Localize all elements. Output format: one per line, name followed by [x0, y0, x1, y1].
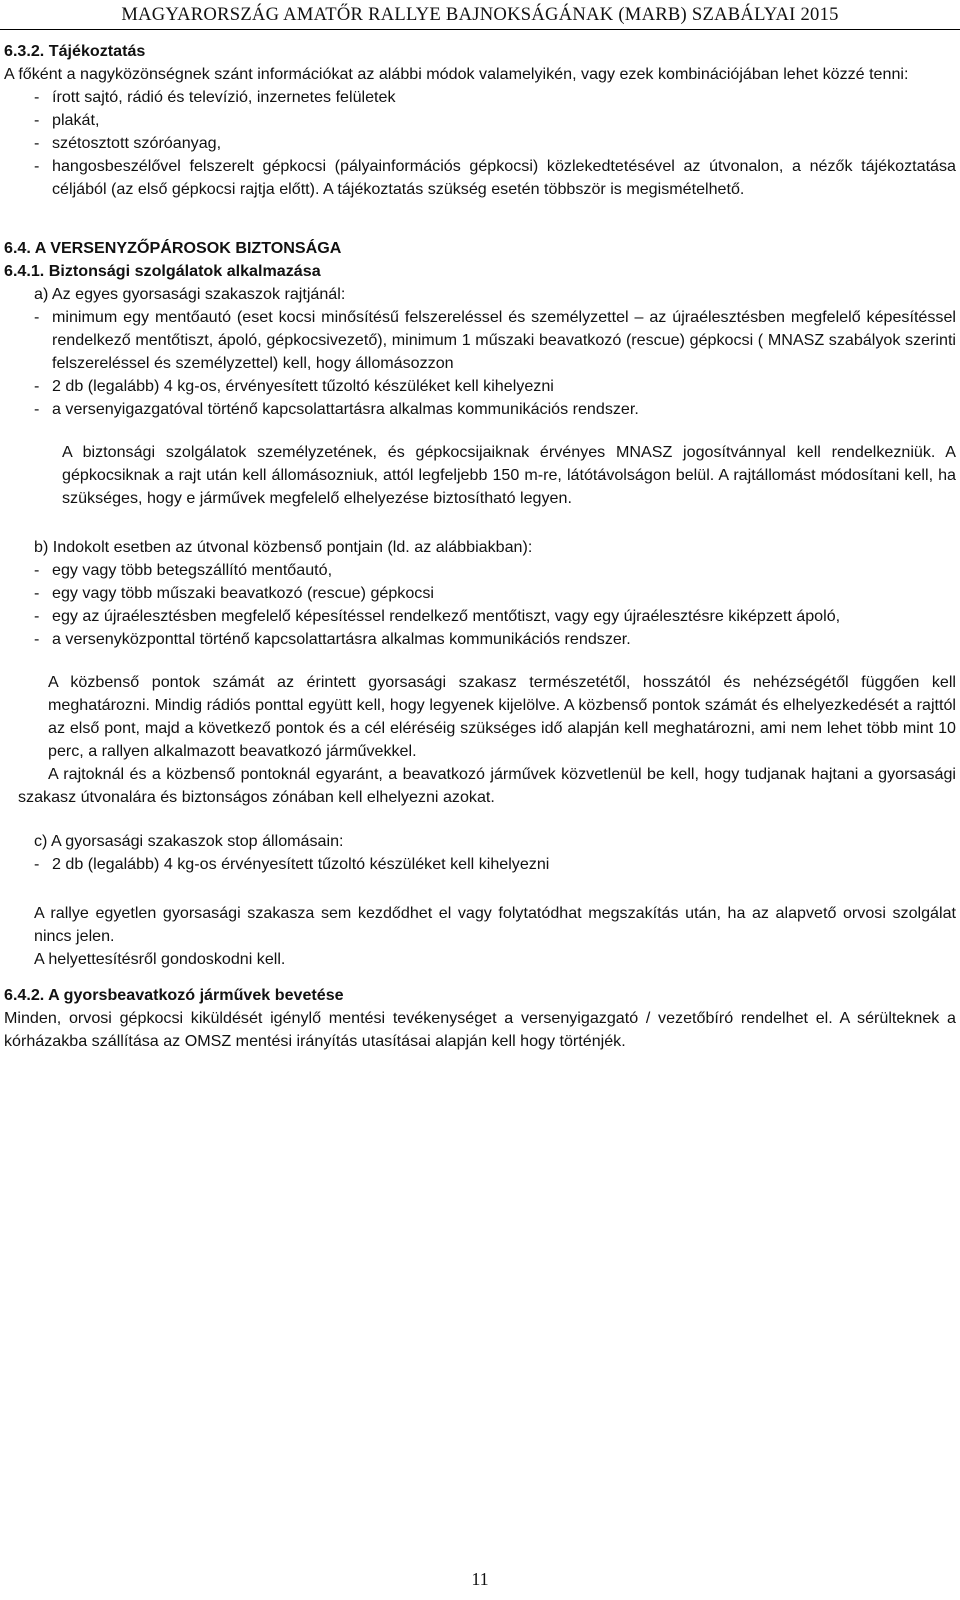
subsection-label-a: a) Az egyes gyorsasági szakaszok rajtjánál: [34, 285, 346, 303]
dash-bullet: - [34, 630, 40, 648]
list-item [34, 306, 956, 375]
list-item [34, 155, 956, 201]
dash-bullet: - [34, 157, 40, 175]
document-body [4, 40, 956, 1053]
list-item [34, 582, 956, 605]
section-paragraph: A helyettesítésről gondoskodni kell. [34, 950, 286, 968]
dash-bullet: - [34, 607, 40, 625]
dash-bullet: - [34, 134, 40, 152]
dash-bullet: - [34, 111, 40, 129]
list-item [34, 628, 956, 651]
list-item [34, 398, 956, 421]
section-heading-6-4: 6.4. A VERSENYZŐPÁROSOK BIZTONSÁGA [4, 239, 342, 257]
dash-bullet: - [34, 855, 40, 873]
dash-bullet: - [34, 584, 40, 602]
bullet-list [34, 306, 956, 421]
document-header: MAGYARORSZÁG AMATŐR RALLYE BAJNOKSÁGÁNAK (MARB) SZABÁLYAI 2015 [121, 4, 839, 25]
dash-bullet: - [34, 377, 40, 395]
list-item-text: hangosbeszélővel felszerelt gépkocsi (pályainformációs gépkocsi) közlekedtetésével az útvonalon, a nézők tájékoztatása céljából (az első gépkocsi rajtja előtt). A tájékoztatás szükség esetén többször is megismételhető. [52, 157, 956, 198]
subsection-label-c: c) A gyorsasági szakaszok stop állomásain: [34, 832, 344, 850]
list-item-text: egy az újraélesztésben megfelelő képesítéssel rendelkező mentőtiszt, vagy egy újraélesztésre kiképzett ápoló, [52, 607, 841, 625]
dash-bullet: - [34, 88, 40, 106]
bullet-list [34, 853, 956, 876]
dash-bullet: - [34, 308, 40, 326]
section-paragraph: A rallye egyetlen gyorsasági szakasza sem kezdődhet el vagy folytatódhat megszakítás után, ha az alapvető orvosi szolgálat nincs jelen. [34, 904, 956, 945]
list-item [34, 375, 956, 398]
section-heading-6-4-2: 6.4.2. A gyorsbeavatkozó járművek bevetése [4, 986, 344, 1004]
section-heading-6-3-2: 6.3.2. Tájékoztatás [4, 42, 146, 60]
section-paragraph: A biztonsági szolgálatok személyzetének, és gépkocsijaiknak érvényes MNASZ jogosítvánnyal kell rendelkezniük. A gépkocsiknak a rajt után kell állomásozniuk, attól legfeljebb 150 m-re, látótávolságon belül. A rajtállomást módosítani kell, ha szükséges, hogy e járművek megfelelő elhelyezése biztosítható legyen. [62, 443, 956, 507]
list-item-text: 2 db (legalább) 4 kg-os érvényesített tűzoltó készüléket kell kihelyezni [52, 855, 550, 873]
list-item-text: a versenyigazgatóval történő kapcsolattartásra alkalmas kommunikációs rendszer. [52, 400, 639, 418]
bullet-list [34, 559, 956, 651]
list-item [34, 853, 956, 876]
list-item-text: egy vagy több betegszállító mentőautó, [52, 561, 333, 579]
list-item [34, 132, 956, 155]
list-item [34, 86, 956, 109]
list-item-text: 2 db (legalább) 4 kg-os, érvényesített tűzoltó készüléket kell kihelyezni [52, 377, 554, 395]
list-item-text: plakát, [52, 111, 100, 129]
subsection-label-b: b) Indokolt esetben az útvonal közbenső pontjain (ld. az alábbiakban): [34, 538, 533, 556]
dash-bullet: - [34, 400, 40, 418]
list-item [34, 605, 956, 628]
bullet-list [34, 86, 956, 201]
section-paragraph: A főként a nagyközönségnek szánt információkat az alábbi módok valamelyikén, vagy ezek kombinációjában lehet közzé tenni: [4, 65, 909, 83]
list-item-text: egy vagy több műszaki beavatkozó (rescue) gépkocsi [52, 584, 434, 602]
section-paragraph: A rajtoknál és a közbenső pontoknál egyaránt, a beavatkozó járművek közvetlenül be kell, hogy tudjanak hajtani a gyorsasági szakasz útvonalára és biztonságos zónában kell elhelyezni azokat. [18, 765, 956, 806]
list-item-text: szétosztott szóróanyag, [52, 134, 222, 152]
page-number: 11 [471, 1569, 489, 1589]
section-paragraph: A közbenső pontok számát az érintett gyorsasági szakasz természetétől, hosszától és nehézségétől függően kell meghatározni. Mindig rádiós ponttal együtt kell, hogy legyenek kijelölve. A közbenső pontok számát és elhelyezkedését a rajttól az első pont, majd a következő pontok és a cél eléréséig szükséges idő alapján kell meghatározni, ami nem lehet több mint 10 perc, a rallyen alkalmazott beavatkozó járművekkel. [48, 673, 956, 760]
list-item-text: a versenyközponttal történő kapcsolattartásra alkalmas kommunikációs rendszer. [52, 630, 631, 648]
list-item [34, 109, 956, 132]
list-item-text: minimum egy mentőautó (eset kocsi minősítésű felszereléssel és személyzettel – az újraélesztésben megfelelő képesítéssel rendelkező mentőtiszt, ápoló, gépkocsivezető), minimum 1 műszaki beavatkozó (rescue) gépkocsi ( MNASZ szabályok szerinti felszereléssel és személyzettel) kell, hogy állomásozzon [52, 308, 956, 372]
header-rule [0, 29, 960, 30]
section-heading-6-4-1: 6.4.1. Biztonsági szolgálatok alkalmazása [4, 262, 321, 280]
list-item [34, 559, 956, 582]
section-paragraph: Minden, orvosi gépkocsi kiküldését igénylő mentési tevékenységet a versenyigazgató / vezetőbíró rendelhet el. A sérülteknek a kórházakba szállítása az OMSZ mentési irányítás utasításai alapján kell hogy történjék. [4, 1009, 956, 1050]
dash-bullet: - [34, 561, 40, 579]
list-item-text: írott sajtó, rádió és televízió, inzernetes felületek [52, 88, 396, 106]
